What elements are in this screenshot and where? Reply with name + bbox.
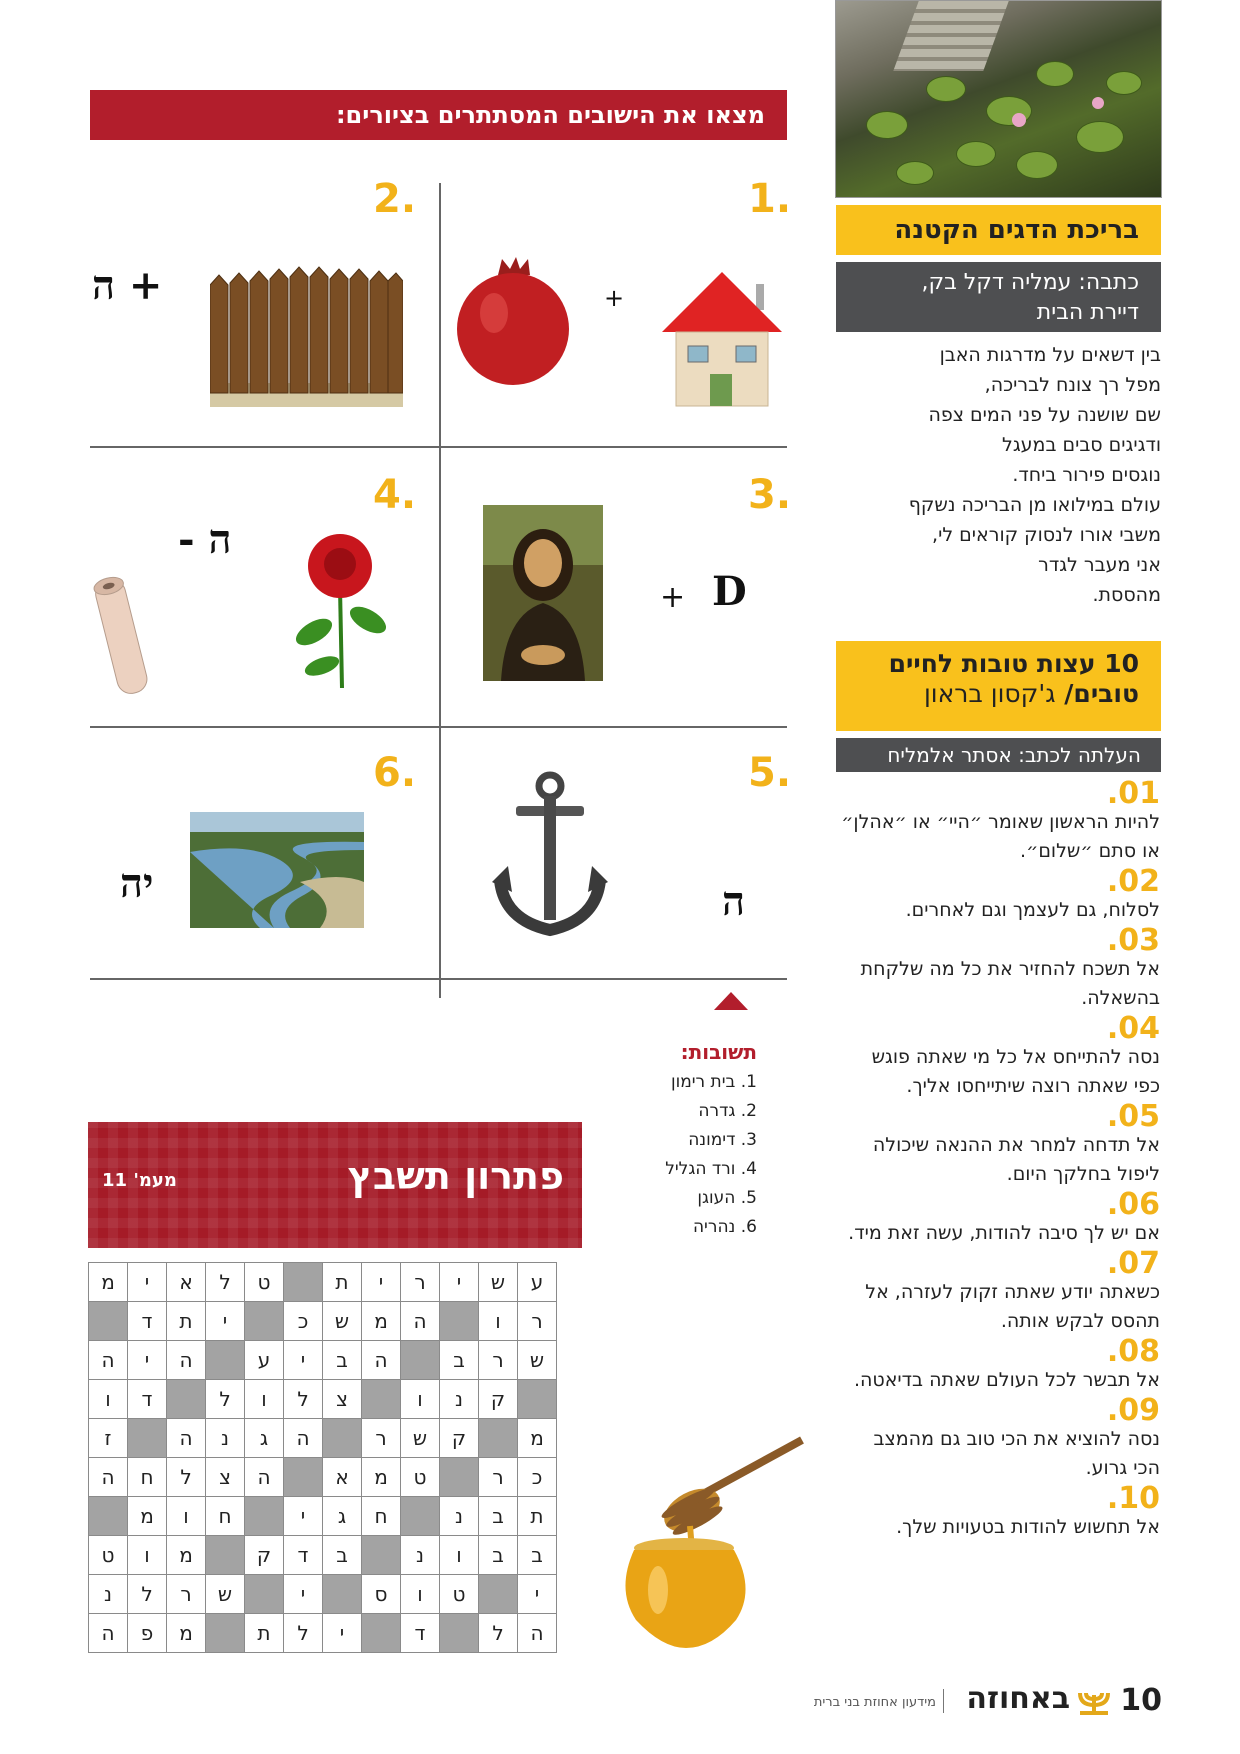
crossword-cell: מ <box>89 1263 128 1302</box>
triangle-marker-icon <box>714 992 748 1010</box>
tip-text: כפי שאתה רוצה שיתייחסו אליך. <box>906 1075 1160 1097</box>
crossword-cell: ב <box>323 1536 362 1575</box>
pond-title: בריכת הדגים הקטנה <box>836 205 1161 255</box>
crossword-cell: ג <box>245 1419 284 1458</box>
crossword-cell: ו <box>128 1536 167 1575</box>
crossword-grid <box>88 1262 557 1653</box>
crossword-cell: ו <box>89 1380 128 1419</box>
crossword-cell: ל <box>479 1614 518 1653</box>
crossword-cell: מ <box>362 1458 401 1497</box>
puzzle-clue-text: יה <box>120 860 154 907</box>
tip-number: 01. <box>1106 776 1160 811</box>
tip-text: נסה להוציא את הכי טוב גם מהמצב <box>873 1428 1160 1450</box>
honey-pot-icon <box>612 1430 812 1650</box>
crossword-cell: ח <box>362 1497 401 1536</box>
crossword-cell: ה <box>167 1419 206 1458</box>
tip-text: תהסס לבקש אותה. <box>1000 1310 1160 1332</box>
crossword-cell: ד <box>284 1536 323 1575</box>
tip-text: הכי גרוע. <box>1085 1457 1160 1479</box>
crossword-cell: ה <box>167 1341 206 1380</box>
tip-text: אל תבשר לכל העולם שאתה בדיאטה. <box>853 1369 1160 1391</box>
crossword-block <box>89 1497 128 1536</box>
pond-photo <box>835 0 1162 198</box>
crossword-row <box>89 1341 557 1380</box>
tips-list <box>830 776 1160 1544</box>
crossword-block <box>245 1497 284 1536</box>
crossword-cell: ל <box>206 1380 245 1419</box>
tip-text: נסה להתייחס אל כל מי שאתה פוגש <box>871 1046 1160 1068</box>
tip-number: 10. <box>1106 1481 1160 1516</box>
tip-item <box>830 776 1160 866</box>
crossword-cell: ב <box>479 1497 518 1536</box>
crossword-block <box>440 1614 479 1653</box>
crossword-cell: ר <box>167 1575 206 1614</box>
crossword-cell: ש <box>518 1341 557 1380</box>
crossword-cell: ד <box>128 1302 167 1341</box>
puzzle-number: 6. <box>373 750 417 796</box>
crossword-cell: י <box>284 1341 323 1380</box>
tip-number: 05. <box>1106 1099 1160 1134</box>
tip-item <box>830 1011 1160 1101</box>
crossword-cell: צ <box>206 1458 245 1497</box>
crossword-cell: ו <box>401 1380 440 1419</box>
crossword-cell: ק <box>479 1380 518 1419</box>
crossword-row <box>89 1263 557 1302</box>
crossword-cell: ו <box>167 1497 206 1536</box>
tip-number: 04. <box>1106 1011 1160 1046</box>
puzzle-number: 2. <box>373 176 417 222</box>
crossword-cell: א <box>167 1263 206 1302</box>
crossword-block <box>323 1575 362 1614</box>
rose-icon <box>282 528 400 688</box>
crossword-cell: נ <box>440 1380 479 1419</box>
crossword-cell: מ <box>167 1614 206 1653</box>
crossword-cell: פ <box>128 1614 167 1653</box>
fence-icon <box>210 265 403 407</box>
crossword-cell: ר <box>518 1302 557 1341</box>
tip-number: 07. <box>1106 1246 1160 1281</box>
tube-icon <box>88 570 158 700</box>
answer-item: 6. נהריה <box>692 1217 757 1237</box>
page-number: 10 <box>1120 1683 1162 1718</box>
tip-text: ליפול בחלקך היום. <box>1006 1163 1160 1185</box>
crossword-block <box>323 1419 362 1458</box>
pomegranate-icon <box>454 255 572 387</box>
puzzle-divider <box>90 446 787 448</box>
crossword-cell: ל <box>206 1263 245 1302</box>
crossword-cell: נ <box>206 1419 245 1458</box>
tip-item <box>830 923 1160 1013</box>
crossword-cell: מ <box>128 1497 167 1536</box>
solution-page-ref: מעמ' 11 <box>102 1170 177 1191</box>
crossword-cell: ד <box>401 1614 440 1653</box>
crossword-cell: ח <box>128 1458 167 1497</box>
crossword-cell: ר <box>479 1458 518 1497</box>
crossword-block <box>206 1614 245 1653</box>
crossword-cell: ע <box>518 1263 557 1302</box>
crossword-cell: ת <box>518 1497 557 1536</box>
crossword-cell: ה <box>284 1419 323 1458</box>
crossword-row <box>89 1497 557 1536</box>
crossword-cell: י <box>440 1263 479 1302</box>
crossword-block <box>284 1263 323 1302</box>
poem-line: ודגיגים סבים במעגל <box>1002 434 1161 456</box>
tip-text: להיות הראשון שאומר ״היי״ או ״אהלן״ <box>841 811 1160 833</box>
crossword-cell: ר <box>362 1419 401 1458</box>
crossword-cell: נ <box>89 1575 128 1614</box>
crossword-block <box>284 1458 323 1497</box>
crossword-block <box>479 1575 518 1614</box>
crossword-cell: ק <box>440 1419 479 1458</box>
crossword-cell: ה <box>89 1458 128 1497</box>
crossword-cell: מ <box>362 1302 401 1341</box>
answer-item: 1. בית רימון <box>670 1072 757 1092</box>
crossword-block <box>89 1302 128 1341</box>
crossword-cell: ב <box>323 1341 362 1380</box>
solution-header <box>88 1122 582 1248</box>
tip-number: 02. <box>1106 864 1160 899</box>
crossword-block <box>479 1419 518 1458</box>
crossword-cell: ט <box>89 1536 128 1575</box>
river-photo <box>190 812 364 928</box>
crossword-cell: ג <box>323 1497 362 1536</box>
crossword-cell: ע <box>245 1341 284 1380</box>
tip-item <box>830 1334 1160 1395</box>
crossword-cell: ת <box>167 1302 206 1341</box>
tip-text: אל תחשוש להודות בטעויות שלך. <box>896 1516 1160 1538</box>
answer-item: 3. דימונה <box>688 1130 757 1150</box>
crossword-block <box>206 1341 245 1380</box>
puzzle-clue-text: ה - <box>178 516 232 563</box>
crossword-cell: ט <box>245 1263 284 1302</box>
crossword-cell: ל <box>284 1614 323 1653</box>
brand-logo: באחוזה <box>966 1681 1070 1716</box>
crossword-row <box>89 1614 557 1653</box>
footer-divider <box>943 1689 944 1713</box>
plus-sign: + <box>604 284 625 312</box>
crossword-block <box>401 1341 440 1380</box>
crossword-cell: כ <box>518 1458 557 1497</box>
tip-item <box>830 1246 1160 1336</box>
tip-text: או סתם ״שלום״. <box>1020 840 1160 862</box>
anchor-icon <box>490 770 610 940</box>
menorah-icon <box>1076 1689 1112 1715</box>
poem-line: מפל רך צונח לבריכה, <box>984 374 1161 396</box>
tip-text: אל תדחה למחר את ההנאה שיכולה <box>872 1134 1160 1156</box>
crossword-cell: ש <box>323 1302 362 1341</box>
crossword-row <box>89 1575 557 1614</box>
crossword-row <box>89 1458 557 1497</box>
crossword-cell: ה <box>245 1458 284 1497</box>
poem-line: מהססת. <box>1092 584 1161 606</box>
crossword-cell: י <box>284 1497 323 1536</box>
puzzle-clue-letter: D <box>712 568 747 615</box>
tip-number: 03. <box>1106 923 1160 958</box>
crossword-cell: ו <box>245 1380 284 1419</box>
tip-item <box>830 1099 1160 1189</box>
crossword-cell: מ <box>518 1419 557 1458</box>
poem-line: נוגסים פירור ביחד. <box>1012 464 1161 486</box>
mona-lisa-painting <box>483 505 603 681</box>
tip-text: אל תשכח להחזיר את כל מה שלקחת <box>860 958 1160 980</box>
solution-title: פתרון תשבץ <box>347 1154 564 1198</box>
crossword-cell: ר <box>479 1341 518 1380</box>
tip-number: 09. <box>1106 1393 1160 1428</box>
answers-title: תשובות: <box>680 1040 757 1064</box>
crossword-block <box>245 1302 284 1341</box>
answer-item: 2. גדרה <box>698 1101 757 1121</box>
pond-author-line1: כתבה: עמליה דקל בק, <box>921 270 1139 295</box>
crossword-cell: ה <box>89 1614 128 1653</box>
crossword-cell: ז <box>89 1419 128 1458</box>
crossword-block <box>440 1458 479 1497</box>
tips-title-line1: 10 עצות טובות לחיים <box>888 649 1139 678</box>
crossword-row <box>89 1419 557 1458</box>
crossword-cell: י <box>128 1263 167 1302</box>
crossword-cell: י <box>518 1575 557 1614</box>
crossword-cell: ב <box>518 1536 557 1575</box>
crossword-block <box>362 1614 401 1653</box>
crossword-cell: ח <box>206 1497 245 1536</box>
tip-item <box>830 1481 1160 1542</box>
puzzle-divider <box>90 978 787 980</box>
crossword-block <box>206 1536 245 1575</box>
crossword-cell: ב <box>479 1536 518 1575</box>
crossword-cell: נ <box>440 1497 479 1536</box>
crossword-cell: י <box>128 1341 167 1380</box>
poem-line: משבי אורו לנסוק קוראים לי, <box>932 524 1161 546</box>
tip-item <box>830 864 1160 925</box>
puzzle-number: 1. <box>748 176 792 222</box>
crossword-cell: ש <box>479 1263 518 1302</box>
pond-author <box>836 262 1161 332</box>
crossword-cell: י <box>206 1302 245 1341</box>
crossword-cell: ל <box>128 1575 167 1614</box>
crossword-cell: ו <box>479 1302 518 1341</box>
crossword-cell: י <box>284 1575 323 1614</box>
crossword-cell: ק <box>245 1536 284 1575</box>
tip-item <box>830 1187 1160 1248</box>
tip-item <box>830 1393 1160 1483</box>
answer-item: 4. ורד הגליל <box>665 1159 757 1179</box>
crossword-cell: ט <box>401 1458 440 1497</box>
crossword-row <box>89 1380 557 1419</box>
tips-title <box>836 641 1161 731</box>
crossword-cell: א <box>323 1458 362 1497</box>
plus-sign: + <box>660 580 686 615</box>
crossword-cell: ו <box>440 1536 479 1575</box>
answers <box>600 1040 757 1242</box>
crossword-block <box>245 1575 284 1614</box>
crossword-cell: ד <box>128 1380 167 1419</box>
crossword-block <box>167 1380 206 1419</box>
puzzle-number: 3. <box>748 472 792 518</box>
puzzle-divider-vertical <box>439 183 441 998</box>
tips-title-author: ג'קסון בראון <box>923 679 1056 708</box>
crossword-cell: ה <box>362 1341 401 1380</box>
puzzle-title: מצאו את הישובים המסתתרים בציורים: <box>90 90 787 140</box>
crossword-cell: ת <box>323 1263 362 1302</box>
tips-title-line2a: טובים/ <box>1064 679 1139 708</box>
puzzle-clue-text: + ה <box>92 262 163 309</box>
poem-line: אני מעבר לגדר <box>1038 554 1161 576</box>
crossword-cell: ו <box>401 1575 440 1614</box>
crossword-cell: ת <box>245 1614 284 1653</box>
crossword-row <box>89 1302 557 1341</box>
puzzle-number: 4. <box>373 472 417 518</box>
crossword-block <box>128 1419 167 1458</box>
answer-item: 5. העוגן <box>697 1188 757 1208</box>
poem-line: שם שושנה על פני המים צפה <box>928 404 1161 426</box>
crossword-cell: צ <box>323 1380 362 1419</box>
footer-subtitle: מידעון אחוזת בני ברית <box>813 1695 936 1710</box>
crossword-block <box>362 1536 401 1575</box>
puzzle-divider <box>90 726 787 728</box>
crossword-row <box>89 1536 557 1575</box>
crossword-cell: ה <box>89 1341 128 1380</box>
tips-credit: העלתה לכתב: אסתר אלמליח <box>836 738 1161 772</box>
tip-number: 06. <box>1106 1187 1160 1222</box>
crossword-cell: ר <box>401 1263 440 1302</box>
footer <box>780 1683 1162 1723</box>
crossword-cell: ה <box>518 1614 557 1653</box>
puzzle-clue-text: ה <box>722 878 746 925</box>
crossword-cell: ל <box>284 1380 323 1419</box>
crossword-cell: ש <box>401 1419 440 1458</box>
tip-text: אם יש לך סיבה להודות, עשה זאת מיד. <box>848 1222 1160 1244</box>
crossword-cell: ב <box>440 1341 479 1380</box>
crossword-cell: כ <box>284 1302 323 1341</box>
pond-poem <box>836 340 1161 610</box>
tip-text: בהשאלה. <box>1081 987 1160 1009</box>
crossword-cell: ש <box>206 1575 245 1614</box>
tip-text: כשאתה יודע שאתה זקוק לעזרה, אל <box>865 1281 1160 1303</box>
crossword-block <box>518 1380 557 1419</box>
crossword-cell: י <box>323 1614 362 1653</box>
crossword-block <box>362 1380 401 1419</box>
poem-line: בין דשאים על מדרגות האבן <box>939 344 1161 366</box>
crossword-cell: מ <box>167 1536 206 1575</box>
house-icon <box>660 270 785 410</box>
crossword-cell: ה <box>401 1302 440 1341</box>
tip-number: 08. <box>1106 1334 1160 1369</box>
crossword-cell: נ <box>401 1536 440 1575</box>
crossword-block <box>440 1302 479 1341</box>
crossword-block <box>401 1497 440 1536</box>
crossword-cell: ל <box>167 1458 206 1497</box>
puzzle-number: 5. <box>748 750 792 796</box>
crossword-cell: ס <box>362 1575 401 1614</box>
poem-line: עולם במילואו מן הבריכה נשקף <box>908 494 1161 516</box>
crossword-cell: י <box>362 1263 401 1302</box>
crossword-cell: ט <box>440 1575 479 1614</box>
tip-text: לסלוח, גם לעצמך וגם לאחרים. <box>905 899 1160 921</box>
pond-author-line2: דיירת הבית <box>1036 300 1139 325</box>
